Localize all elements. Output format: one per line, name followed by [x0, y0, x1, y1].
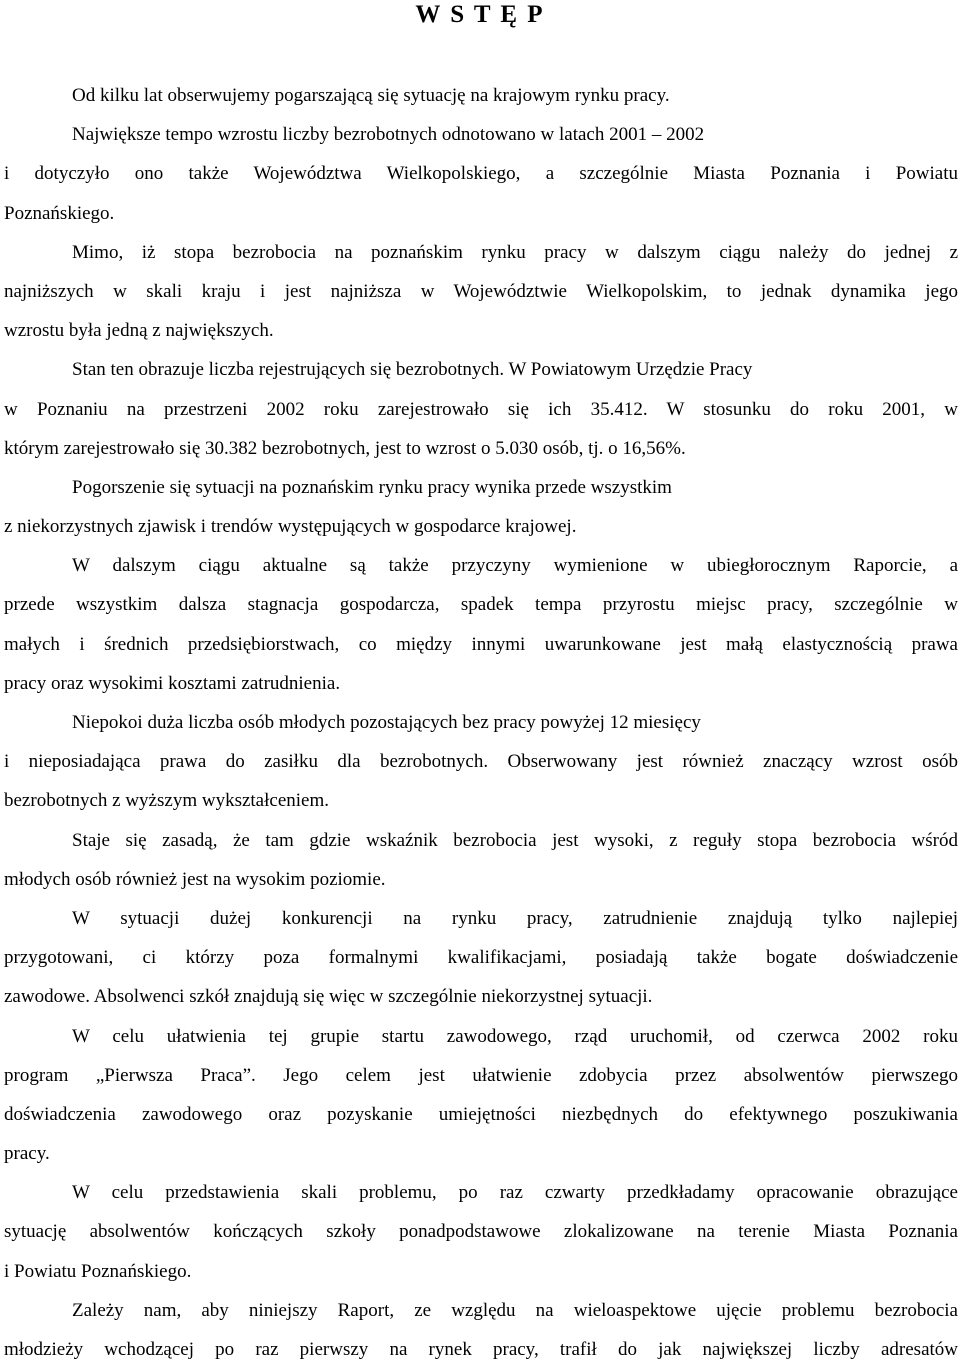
text-line: bezrobotnych z wyższym wykształceniem.: [4, 790, 329, 812]
page-title: W S T Ę P: [415, 1, 545, 28]
text-line: przede wszystkim dalsza stagnacja gospodarcza, spadek tempa przyrostu miejsc pracy, szczególnie w: [4, 594, 958, 616]
text-line: przygotowani, ci którzy poza formalnymi kwalifikacjami, posiadają także bogate doświadczenie: [4, 947, 958, 969]
text-line: zawodowe. Absolwenci szkół znajdują się więc w szczególnie niekorzystnej sytuacji.: [4, 986, 653, 1008]
text-line: Staje się zasadą, że tam gdzie wskaźnik bezrobocia jest wysoki, z reguły stopa bezrobocia wśród: [72, 829, 958, 851]
text-line: W celu przedstawienia skali problemu, po raz czwarty przedkładamy opracowanie obrazujące: [72, 1182, 958, 1204]
document-body: [4, 76, 958, 1369]
text-line: Poznańskiego.: [4, 202, 115, 224]
text-line: Największe tempo wzrostu liczby bezrobotnych odnotowano w latach 2001 – 2002: [72, 124, 705, 146]
text-line: program „Pierwsza Praca”. Jego celem jest ułatwienie zdobycia przez absolwentów pierwszego: [4, 1064, 958, 1086]
text-line: pracy.: [4, 1143, 50, 1165]
text-line: Od kilku lat obserwujemy pogarszającą się sytuację na krajowym rynku pracy.: [72, 85, 670, 106]
text-line: i Powiatu Poznańskiego.: [4, 1260, 192, 1282]
text-line: z niekorzystnych zjawisk i trendów występujących w gospodarce krajowej.: [4, 516, 577, 538]
text-line: W celu ułatwienia tej grupie startu zawodowego, rząd uruchomił, od czerwca 2002 roku: [72, 1025, 958, 1047]
text-line: Niepokoi duża liczba osób młodych pozostających bez pracy powyżej 12 miesięcy: [72, 712, 701, 733]
text-line: i nieposiadająca prawa do zasiłku dla bezrobotnych. Obserwowany jest również znaczący wzrost osób: [4, 751, 958, 773]
text-line: i dotyczyło ono także Województwa Wielkopolskiego, a szczególnie Miasta Poznania i Powiatu: [4, 163, 958, 185]
text-line: w Poznaniu na przestrzeni 2002 roku zarejestrowało się ich 35.412. W stosunku do roku 2001, w: [4, 398, 958, 420]
text-line: W dalszym ciągu aktualne są także przyczyny wymienione w ubiegłorocznym Raporcie, a: [72, 555, 958, 577]
text-line: pracy oraz wysokimi kosztami zatrudnienia.: [4, 672, 341, 694]
text-line: młodych osób również jest na wysokim poziomie.: [4, 868, 386, 890]
text-line: Zależy nam, aby niniejszy Raport, ze względu na wieloaspektowe ujęcie problemu bezrobocia: [72, 1299, 958, 1321]
text-line: wzrostu była jedną z największych.: [4, 320, 274, 342]
text-line: sytuację absolwentów kończących szkoły ponadpodstawowe zlokalizowane na terenie Miasta Poznania: [4, 1221, 958, 1243]
text-line: Pogorszenie się sytuacji na poznańskim rynku pracy wynika przede wszystkim: [72, 476, 672, 498]
text-line: doświadczenia zawodowego oraz pozyskanie umiejętności niezbędnych do efektywnego poszukiwania: [4, 1103, 958, 1125]
text-line: najniższych w skali kraju i jest najniższa w Województwie Wielkopolskim, to jednak dynamika jego: [4, 280, 958, 302]
text-line: którym zarejestrowało się 30.382 bezrobotnych, jest to wzrost o 5.030 osób, tj. o 16,56%.: [4, 437, 686, 459]
text-line: młodzieży wchodzącej po raz pierwszy na rynek pracy, trafił do jak największej liczby adresatów: [4, 1339, 958, 1360]
text-line: Mimo, iż stopa bezrobocia na poznańskim rynku pracy w dalszym ciągu należy do jednej z: [72, 241, 958, 263]
text-line: małych i średnich przedsiębiorstwach, co między innymi uwarunkowane jest małą elastycznością prawa: [4, 633, 958, 655]
text-line: W sytuacji dużej konkurencji na rynku pracy, zatrudnienie znajdują tylko najlepiej: [72, 907, 958, 929]
text-line: Stan ten obrazuje liczba rejestrujących się bezrobotnych. W Powiatowym Urzędzie Pracy: [72, 359, 753, 381]
